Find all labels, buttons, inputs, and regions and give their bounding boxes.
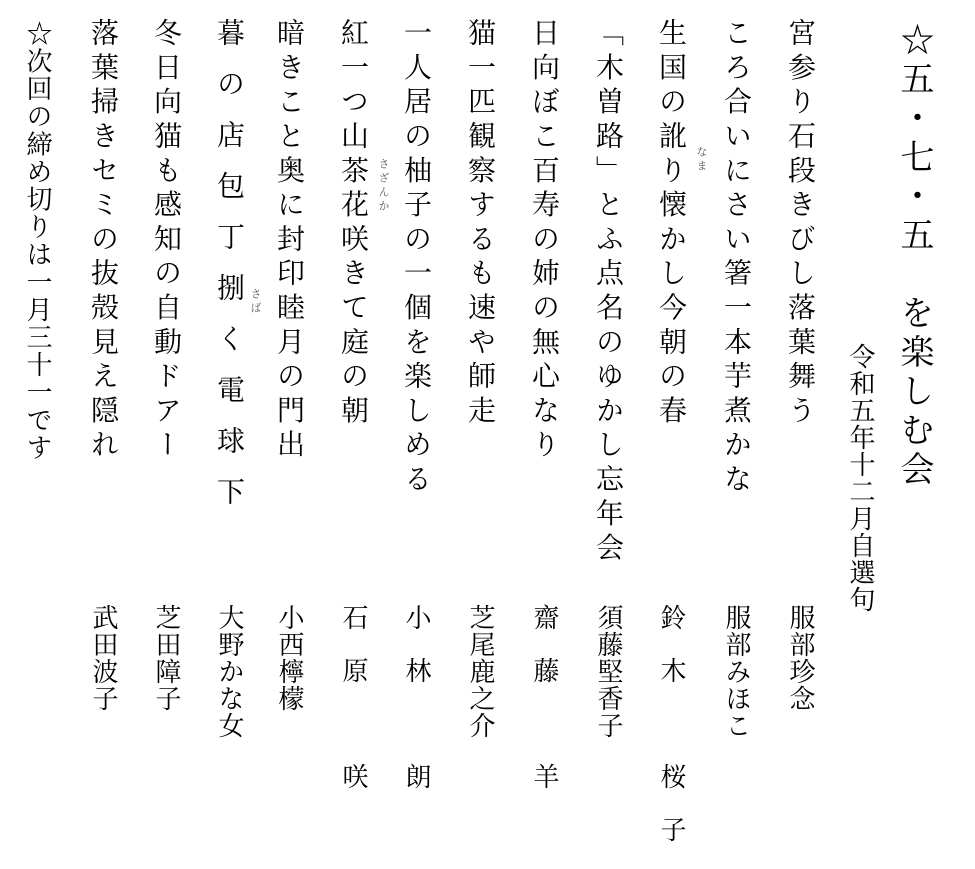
haiku-author: 齋藤 羊 [529,604,559,816]
haiku-author: 芝田障子 [151,604,181,712]
haiku-author: 芝尾鹿之介 [465,604,495,739]
haiku-text: 生国の訛り懐かし今朝の春 [655,18,688,430]
page-title: ☆五・七・五 を楽しむ会 [894,22,934,490]
haiku-text: 暮の店包丁捌く電球下 [213,18,246,528]
haiku-text: 日向ぼこ百寿の姉の無心なり [528,18,561,464]
haiku-author: 小林 朗 [401,604,431,816]
haiku-text: 紅一つ山茶花咲きて庭の朝 [337,18,370,430]
haiku-author: 鈴木 桜子 [656,604,686,869]
date-subtitle: 令和五年十二月自選句 [845,343,875,613]
ruby-reading: なま [695,146,708,174]
haiku-text: 宮参り石段きびし落葉舞う [784,18,817,430]
haiku-text: 猫一匹観察するも速や師走 [464,18,497,430]
haiku-text: 一人居の柚子の一個を楽しめる [400,18,433,499]
haiku-text: ころ合いにさい箸一本芋煮かな [720,18,753,499]
haiku-author: 須藤堅香子 [593,604,623,739]
haiku-text: 暗きこと奥に封印睦月の門出 [273,18,306,464]
ruby-reading: さば [249,288,262,316]
haiku-author: 石原 咲 [338,604,368,816]
haiku-author: 武田波子 [88,604,118,712]
haiku-text: 落葉掃きセミの抜殻見え隠れ [87,18,120,464]
haiku-author: 大野かな女 [214,604,244,739]
haiku-author: 服部珍念 [785,604,815,712]
haiku-author: 小西檸檬 [274,604,304,712]
haiku-text: 「木曽路」とふ点名のゆかし忘年会 [592,18,625,567]
footer-note: ☆次回の締め切りは一月三十一です [22,20,52,462]
haiku-text: 冬日向猫も感知の自動ドアー [150,18,183,464]
ruby-reading: さざんか [377,158,390,214]
haiku-author: 服部みほこ [721,604,751,739]
